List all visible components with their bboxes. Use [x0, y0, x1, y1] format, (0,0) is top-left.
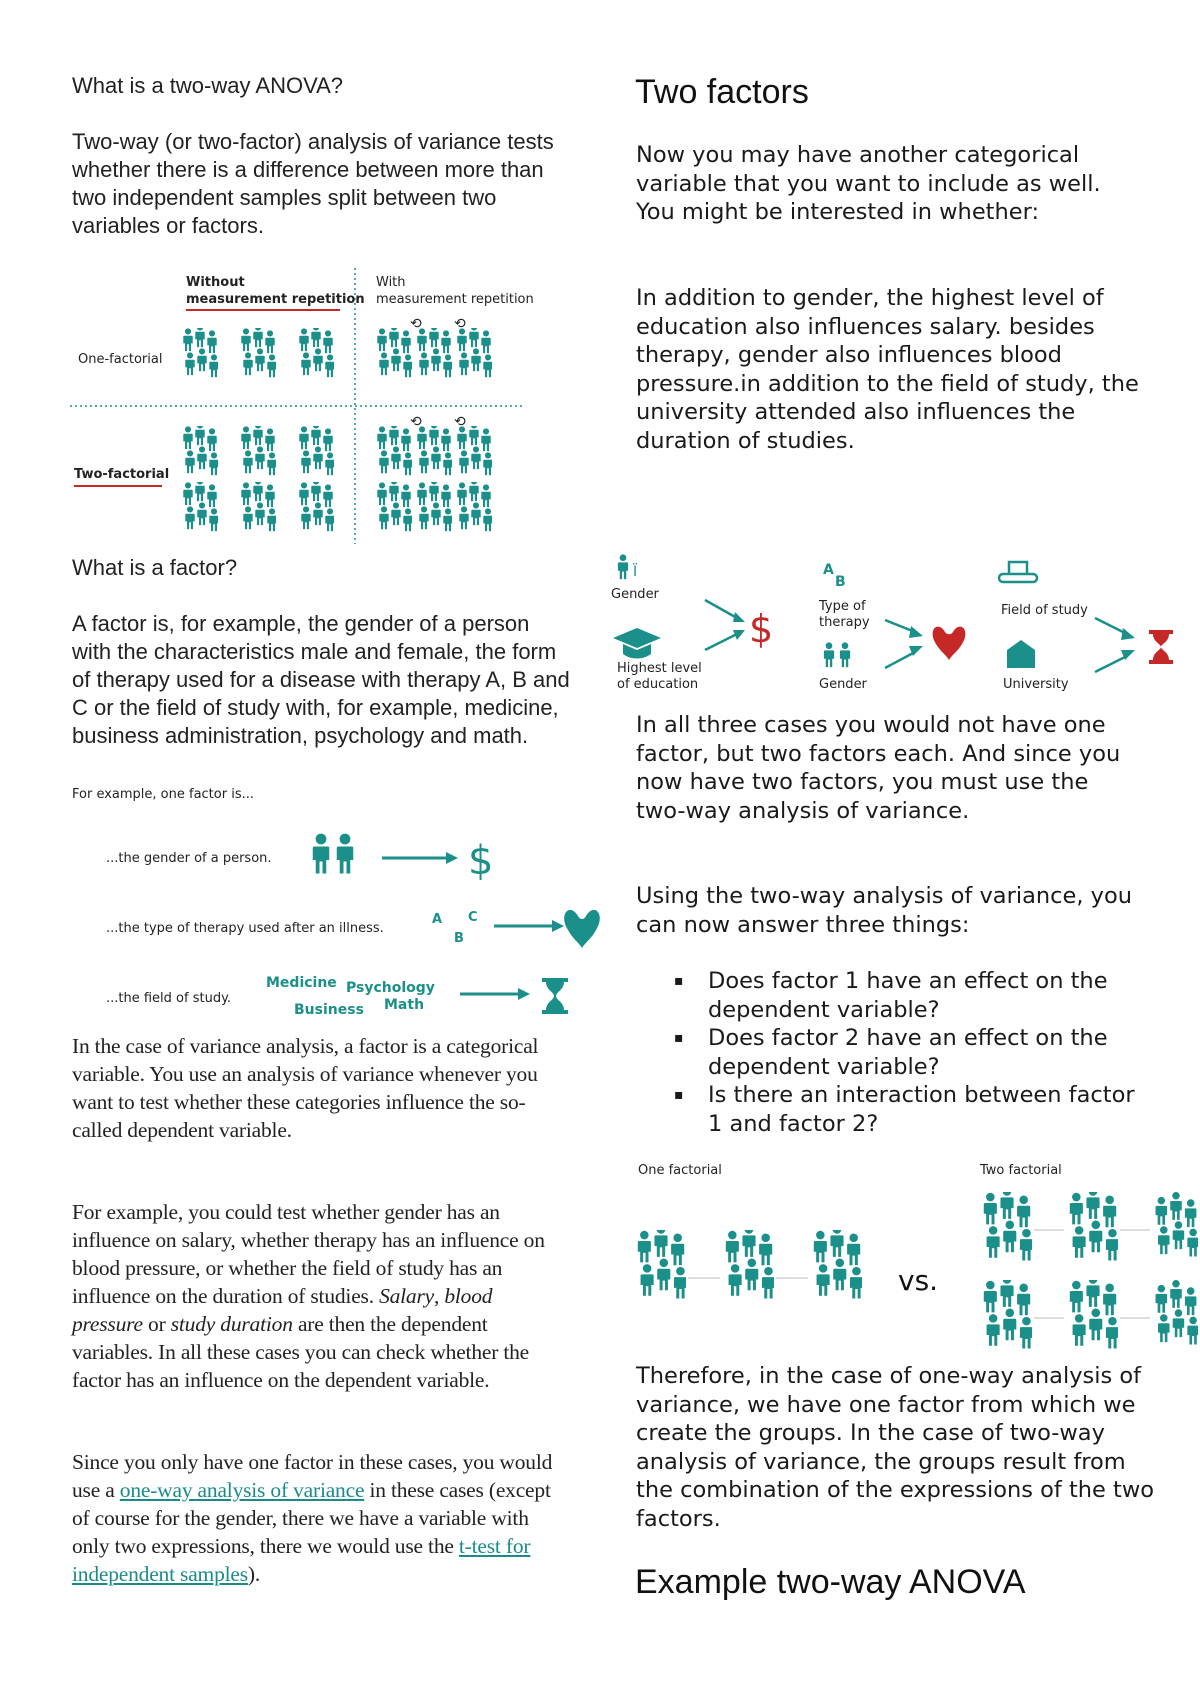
svg-text:⟲: ⟲: [454, 414, 466, 430]
paragraph-two-factor-examples: In addition to gender, the highest level of education also influences salary. besides therapy, gender also influences blood pressure.in addition to the field of study, the university attended also influences the duration of studies.: [636, 285, 1139, 454]
paragraph-two-way-definition: Two-way (or two-factor) analysis of variance tests whether there is a difference between more than two independent samples split between two variables or factors.: [72, 129, 554, 238]
abc-icon: A: [823, 562, 834, 578]
fig1-without: Without: [186, 275, 245, 290]
university-icon: [1007, 640, 1035, 668]
heading-two-factors: Two factors: [635, 73, 809, 111]
link-t-test[interactable]: t-test for independent samples: [72, 1534, 531, 1586]
vs-label: vs.: [898, 1264, 939, 1297]
svg-text:⟲: ⟲: [454, 316, 466, 332]
link-one-way-anova[interactable]: one-way analysis of variance: [119, 1478, 365, 1502]
figure-measurement-repetition: [70, 268, 540, 544]
paragraph-three-things: Using the two-way analysis of variance, you can now answer three things:: [636, 883, 1132, 938]
fig2-row3: ...the field of study.: [106, 991, 232, 1006]
paragraph-another-variable: Now you may have another categorical variable that you want to include as well. You might be interested in whether:: [636, 142, 1101, 225]
fig1-two-factorial: Two-factorial: [74, 467, 170, 482]
hourglass-icon-red: [1149, 630, 1173, 664]
paragraph-conclusion: Therefore, in the case of one-way analysis of variance, we have one factor from which we create the groups. In the case of two-way analysis of variance, the groups result from the combination of the expressions of the two factors.: [636, 1363, 1155, 1532]
graduation-cap-icon: [613, 628, 661, 659]
figure-two-factor-examples: [605, 548, 1195, 698]
fig1-with: With: [376, 275, 406, 290]
question-two-way-anova: What is a two-way ANOVA?: [72, 73, 344, 98]
dollar-icon: $: [468, 838, 494, 884]
fig1-without2: measurement repetition: [186, 292, 365, 307]
questions-list: [636, 967, 1136, 1138]
svg-text:⟲: ⟲: [410, 414, 422, 430]
field-psychology: Psychology: [346, 980, 435, 996]
fig3-education2: of education: [617, 677, 699, 692]
fig3-therapy2: therapy: [819, 615, 870, 630]
paragraph-factor-definition: A factor is, for example, the gender of a person with the characteristics male and female, the form of therapy used for a disease with therapy A, B and C or the field of study with, for example, medicine, business administration, psychology and math.: [72, 611, 570, 748]
hourglass-icon: [542, 978, 568, 1014]
diploma-icon: [999, 562, 1037, 582]
svg-text:B: B: [835, 574, 846, 590]
list-item: ▪ Does factor 2 have an effect on the dependent variable?: [636, 1024, 1136, 1081]
figure-one-vs-two-factorial: [636, 1158, 1200, 1368]
svg-text:⟲: ⟲: [410, 316, 422, 332]
dollar-icon-red: $: [749, 607, 774, 651]
two-factorial-groups-with: [377, 414, 492, 531]
field-business: Business: [294, 1002, 364, 1018]
fig2-row2: ...the type of therapy used after an illness.: [106, 921, 384, 936]
fig2-intro: For example, one factor is...: [72, 787, 254, 802]
two-factorial-groups: [984, 1187, 1199, 1348]
fig3-gender2: Gender: [819, 677, 867, 692]
fig2-row1: ...the gender of a person.: [106, 851, 272, 866]
fig3-education1: Highest level: [617, 661, 702, 676]
paragraph-categorical-variable: In the case of variance analysis, a factor is a categorical variable. You use an analysis of variance whenever you want to test whether these categories influence the so-called dependent variable.: [72, 1034, 539, 1142]
letter-c: C: [468, 910, 478, 925]
one-factorial-groups-with: [377, 316, 492, 377]
field-math: Math: [384, 997, 425, 1013]
fig1-one-factorial: One-factorial: [78, 352, 163, 367]
fig3-field: Field of study: [1001, 603, 1088, 618]
field-medicine: Medicine: [266, 975, 337, 991]
fig4-two: Two factorial: [980, 1163, 1062, 1178]
letter-b: B: [454, 931, 464, 946]
gender-icon: [618, 554, 628, 579]
one-factorial-groups-without: [183, 324, 334, 377]
heading-example-two-way-anova: Example two-way ANOVA: [635, 1563, 1026, 1601]
paragraph-one-factor: Since you only have one factor in these cases, you would use a one-way analysis of variance in these cases (except of course for the gender, there we have a variable with only two expressions, there we would use the t-test for independent samples).: [72, 1450, 553, 1586]
fig3-therapy1: Type of: [819, 599, 866, 614]
one-factorial-groups: [638, 1225, 863, 1298]
fig3-university: University: [1003, 677, 1069, 692]
list-item: ▪ Is there an interaction between factor 1 and factor 2?: [636, 1081, 1136, 1138]
paragraph-three-cases: In all three cases you would not have one factor, but two factors each. And since you now have two factors, you must use the two-way analysis of variance.: [636, 712, 1121, 824]
fig4-one: One factorial: [638, 1163, 722, 1178]
heart-icon-red: [933, 627, 966, 660]
fig3-gender: Gender: [611, 587, 659, 602]
svg-text:Ϊ: Ϊ: [633, 564, 638, 580]
two-factorial-groups-without: [183, 422, 334, 531]
letter-a: A: [432, 912, 443, 927]
gender-icon-2: [824, 642, 850, 667]
list-item: ▪ Does factor 1 have an effect on the dependent variable?: [636, 967, 1136, 1024]
figure-factor-examples: [70, 780, 610, 1020]
question-what-is-factor: What is a factor?: [72, 555, 238, 580]
fig1-with2: measurement repetition: [376, 292, 534, 307]
gender-persons-icon: [313, 834, 354, 874]
paragraph-dependent-variables: For example, you could test whether gender has an influence on salary, whether therapy has an influence on blood pressure, or whether the field of study has an influence on the duration of studies. Salary, blood pressure or study duration are then the dependent variables. In all these cases you can check whether the factor has an influence on the dependent variable.: [72, 1200, 545, 1392]
heart-icon: [564, 910, 600, 948]
